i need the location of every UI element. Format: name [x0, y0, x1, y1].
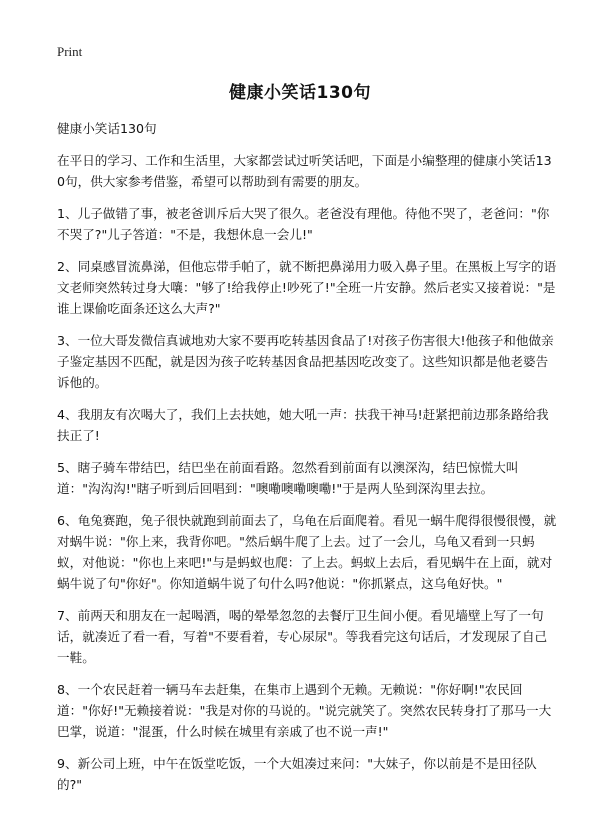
print-link[interactable]: Print [57, 44, 83, 59]
joke-paragraph-9: 9、新公司上班，中午在饭堂吃饭，一个大姐凑过来问："大妹子，你以前是不是田径队的?" [57, 756, 537, 792]
joke-paragraph-1: 1、儿子做错了事，被老爸训斥后大哭了很久。老爸没有理他。待他不哭了，老爸问："你不哭了?"儿子答道："不是，我想休息一会儿!" [57, 206, 550, 242]
joke-paragraph-4: 4、我朋友有次喝大了，我们上去扶她，她大吼一声：扶我干神马!赶紧把前边那条路给我扶正了! [57, 407, 549, 443]
joke-paragraph-6: 6、龟兔赛跑，兔子很快就跑到前面去了，乌龟在后面爬着。看见一蜗牛爬得很慢很慢，就对蜗牛说："你上来，我背你吧。"然后蜗牛爬了上去。过了一会儿，乌龟又看到一只蚂蚁，对他说："你也上来吧!"与是蚂蚁也爬：了上去。蚂蚁上去后，看见蜗牛在上面，就对蜗牛说了句"你好"。你知道蜗牛说了句什么吗?他说："你抓紧点，这乌龟好快。" [57, 513, 557, 591]
intro-paragraph: 在平日的学习、工作和生活里，大家都尝试过听笑话吧，下面是小编整理的健康小笑话130句，供大家参考借鉴，希望可以帮助到有需要的朋友。 [57, 153, 552, 189]
joke-paragraph-5: 5、瞎子骑车带结巴，结巴坐在前面看路。忽然看到前面有以澳深沟，结巴惊慌大叫道："沟沟沟!"瞎子听到后回唱到："噢嘞噢嘞噢嘞!"于是两人坠到深沟里去拉。 [57, 460, 519, 496]
joke-paragraph-3: 3、一位大哥发微信真诚地劝大家不要再吃转基因食品了!对孩子伤害很大!他孩子和他做亲子鉴定基因不匹配，就是因为孩子吃转基因食品把基因吃改变了。这些知识都是他老婆告诉他的。 [57, 333, 554, 390]
article-subtitle: 健康小笑话130句 [57, 121, 157, 136]
joke-paragraph-8: 8、一个农民赶着一辆马车去赶集，在集市上遇到个无赖。无赖说："你好啊!"农民回道："你好!"无赖接着说："我是对你的马说的。"说完就笑了。突然农民转身打了那马一大巴掌，说道："混蛋，什么时候在城里有亲戚了也不说一声!" [57, 682, 552, 739]
page-title: 健康小笑话130句 [229, 83, 371, 103]
article-body [57, 118, 559, 806]
joke-paragraph-2: 2、同桌感冒流鼻涕，但他忘带手帕了，就不断把鼻涕用力吸入鼻子里。在黑板上写字的语文老师突然转过身大嚷："够了!给我停止!吵死了!"全班一片安静。然后老实又接着说："是谁上课偷吃面条还这么大声?" [57, 259, 557, 316]
joke-paragraph-7: 7、前两天和朋友在一起喝酒，喝的晕晕忽忽的去餐厅卫生间小便。看见墙壁上写了一句话，就凑近了看一看，写着"不要看着，专心尿尿"。等我看完这句话后，才发现尿了自己一鞋。 [57, 608, 548, 665]
